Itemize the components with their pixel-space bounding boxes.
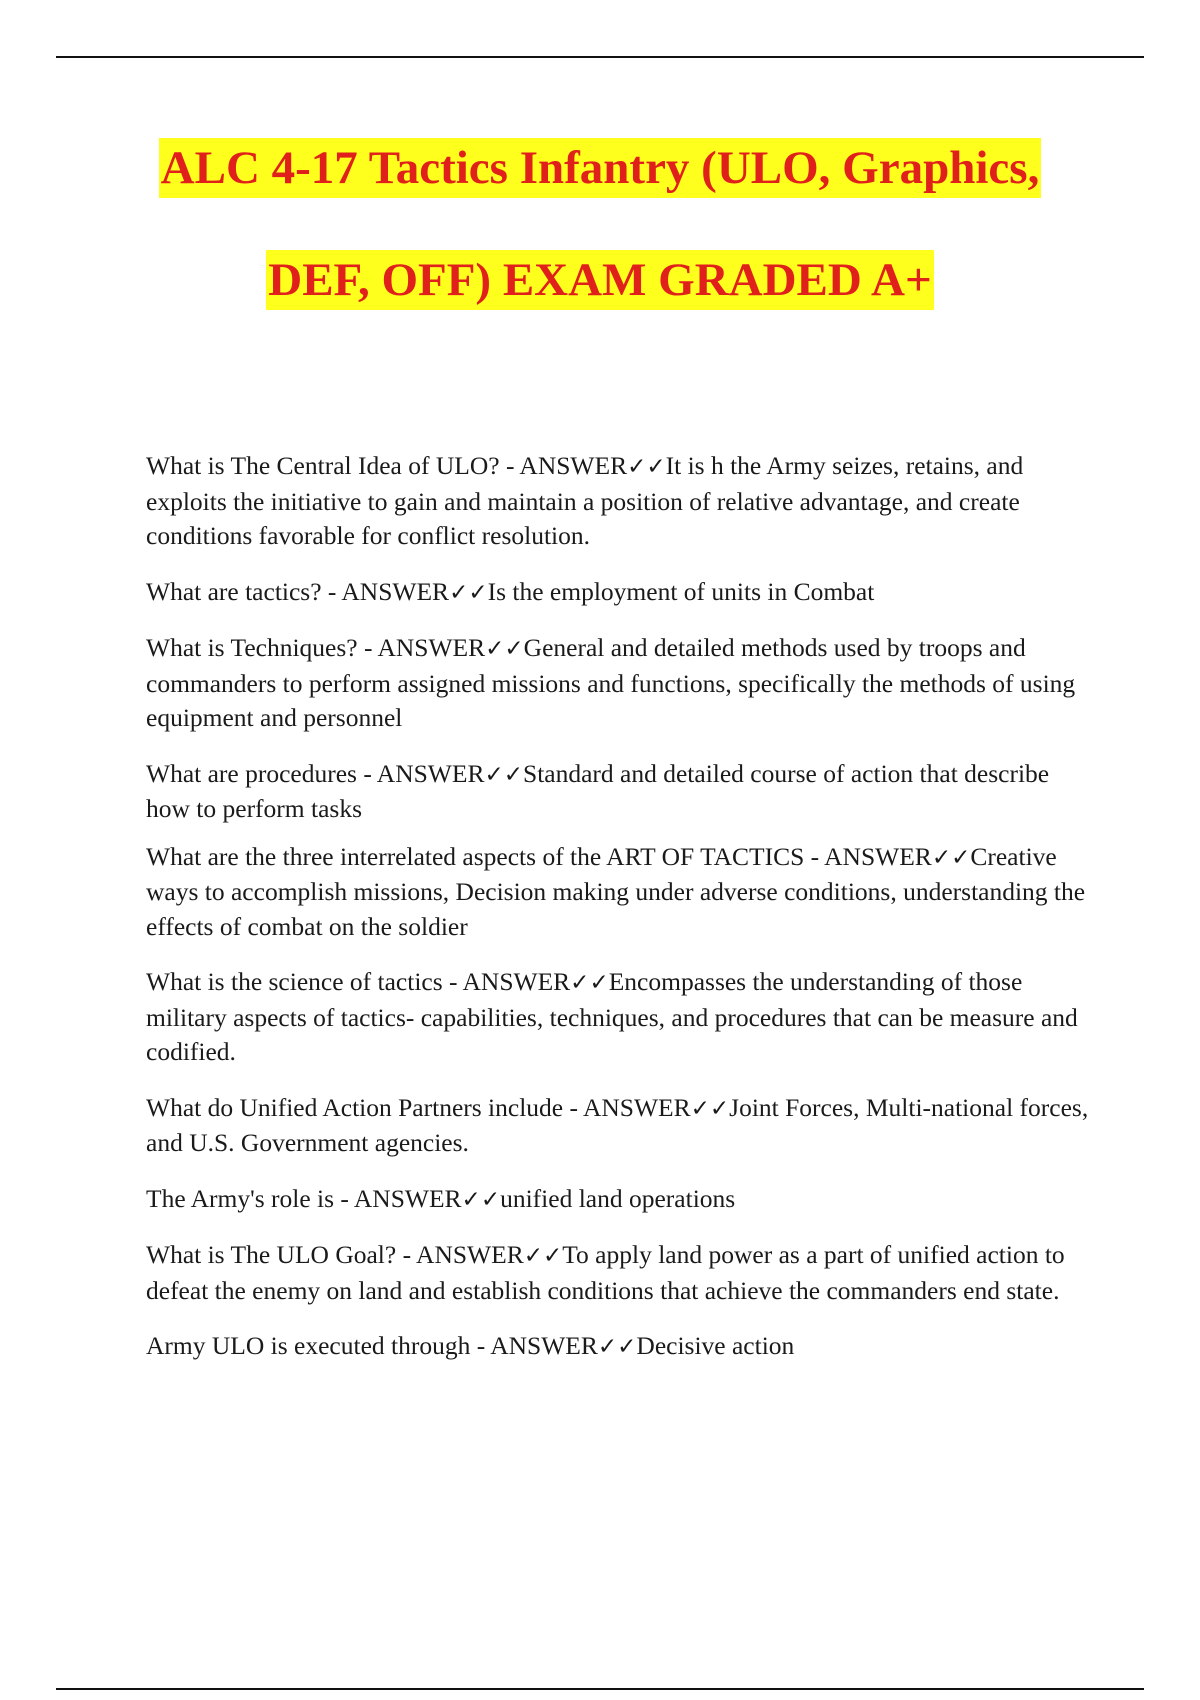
answer-text: To apply land power as a part of unified action to defeat the enemy on land and establish conditions that achieve the commanders end state. — [146, 1240, 1065, 1305]
checkmark-icon: ✓✓ — [690, 1095, 730, 1122]
question-text: What do Unified Action Partners include - — [146, 1092, 583, 1122]
qa-item — [146, 757, 1096, 827]
answer-marker: ANSWER — [377, 633, 486, 662]
question-text: Army ULO is executed through - — [146, 1331, 491, 1360]
checkmark-icon: ✓✓ — [449, 579, 488, 606]
answer-marker: ANSWER — [353, 1183, 462, 1213]
checkmark-icon: ✓✓ — [523, 1243, 563, 1269]
answer-text: Is the employment of units in Combat — [487, 576, 875, 606]
qa-item — [146, 1091, 1096, 1161]
answer-marker: ANSWER — [341, 576, 450, 606]
checkmark-icon: ✓✓ — [931, 844, 971, 871]
answer-marker: ANSWER — [824, 841, 932, 871]
question-text: What are tactics? - — [146, 576, 342, 606]
qa-item — [146, 1182, 1096, 1218]
qa-item — [146, 631, 1096, 736]
answer-marker: ANSWER — [582, 1092, 691, 1122]
checkmark-icon: ✓✓ — [484, 761, 524, 788]
checkmark-icon: ✓✓ — [485, 636, 524, 662]
answer-text: Joint Forces, Multi-national forces, and U.S. Government agencies. — [146, 1092, 1089, 1157]
answer-marker: ANSWER — [376, 758, 485, 788]
question-text: What is The Central Idea of ULO? - — [146, 451, 520, 480]
qa-item — [146, 575, 1096, 611]
answer-marker: ANSWER — [519, 451, 628, 480]
question-text: What are procedures - — [146, 758, 377, 788]
document-title — [60, 138, 1140, 310]
checkmark-icon: ✓✓ — [627, 454, 666, 480]
qa-item — [146, 1329, 1096, 1365]
title-line-2: DEF, OFF) EXAM GRADED A+ — [266, 250, 933, 310]
question-text: What is Techniques? - — [146, 633, 378, 662]
answer-text: Encompasses the understanding of those military aspects of tactics- capabilities, techniques, and procedures that can be measure and codified. — [146, 967, 1078, 1066]
answer-text: Creative ways to accomplish missions, Decision making under adverse conditions, understanding the effects of combat on the soldier — [146, 841, 1086, 941]
question-text: What is the science of tactics - — [146, 967, 463, 996]
answer-text: unified land operations — [500, 1183, 736, 1213]
qa-item — [146, 449, 1096, 554]
answer-text: It is h the Army seizes, retains, and exploits the initiative to gain and maintain a position of relative advantage, and create conditions favorable for conflict resolution. — [146, 451, 1024, 550]
answer-text: Standard and detailed course of action that describe how to perform tasks — [146, 758, 1050, 823]
qa-item — [146, 1238, 1096, 1308]
answer-marker: ANSWER — [462, 967, 571, 996]
answer-marker: ANSWER — [416, 1240, 524, 1269]
qa-item — [146, 965, 1096, 1070]
bottom-rule — [56, 1688, 1144, 1690]
answer-text: Decisive action — [636, 1331, 795, 1360]
top-rule — [56, 56, 1144, 58]
question-text: What are the three interrelated aspects of the ART OF TACTICS - — [146, 841, 825, 871]
answer-text: General and detailed methods used by troops and commanders to perform assigned missions and functions, specifically the methods of using equipment and personnel — [146, 633, 1076, 732]
checkmark-icon: ✓✓ — [597, 1334, 637, 1360]
checkmark-icon: ✓✓ — [461, 1186, 501, 1213]
title-line-1: ALC 4-17 Tactics Infantry (ULO, Graphics, — [159, 138, 1042, 198]
answer-marker: ANSWER — [490, 1331, 598, 1360]
checkmark-icon: ✓✓ — [570, 970, 609, 996]
qa-item — [146, 840, 1096, 945]
question-text: The Army's role is - — [146, 1183, 354, 1213]
question-text: What is The ULO Goal? - — [146, 1240, 417, 1269]
qa-list — [146, 449, 1096, 1386]
